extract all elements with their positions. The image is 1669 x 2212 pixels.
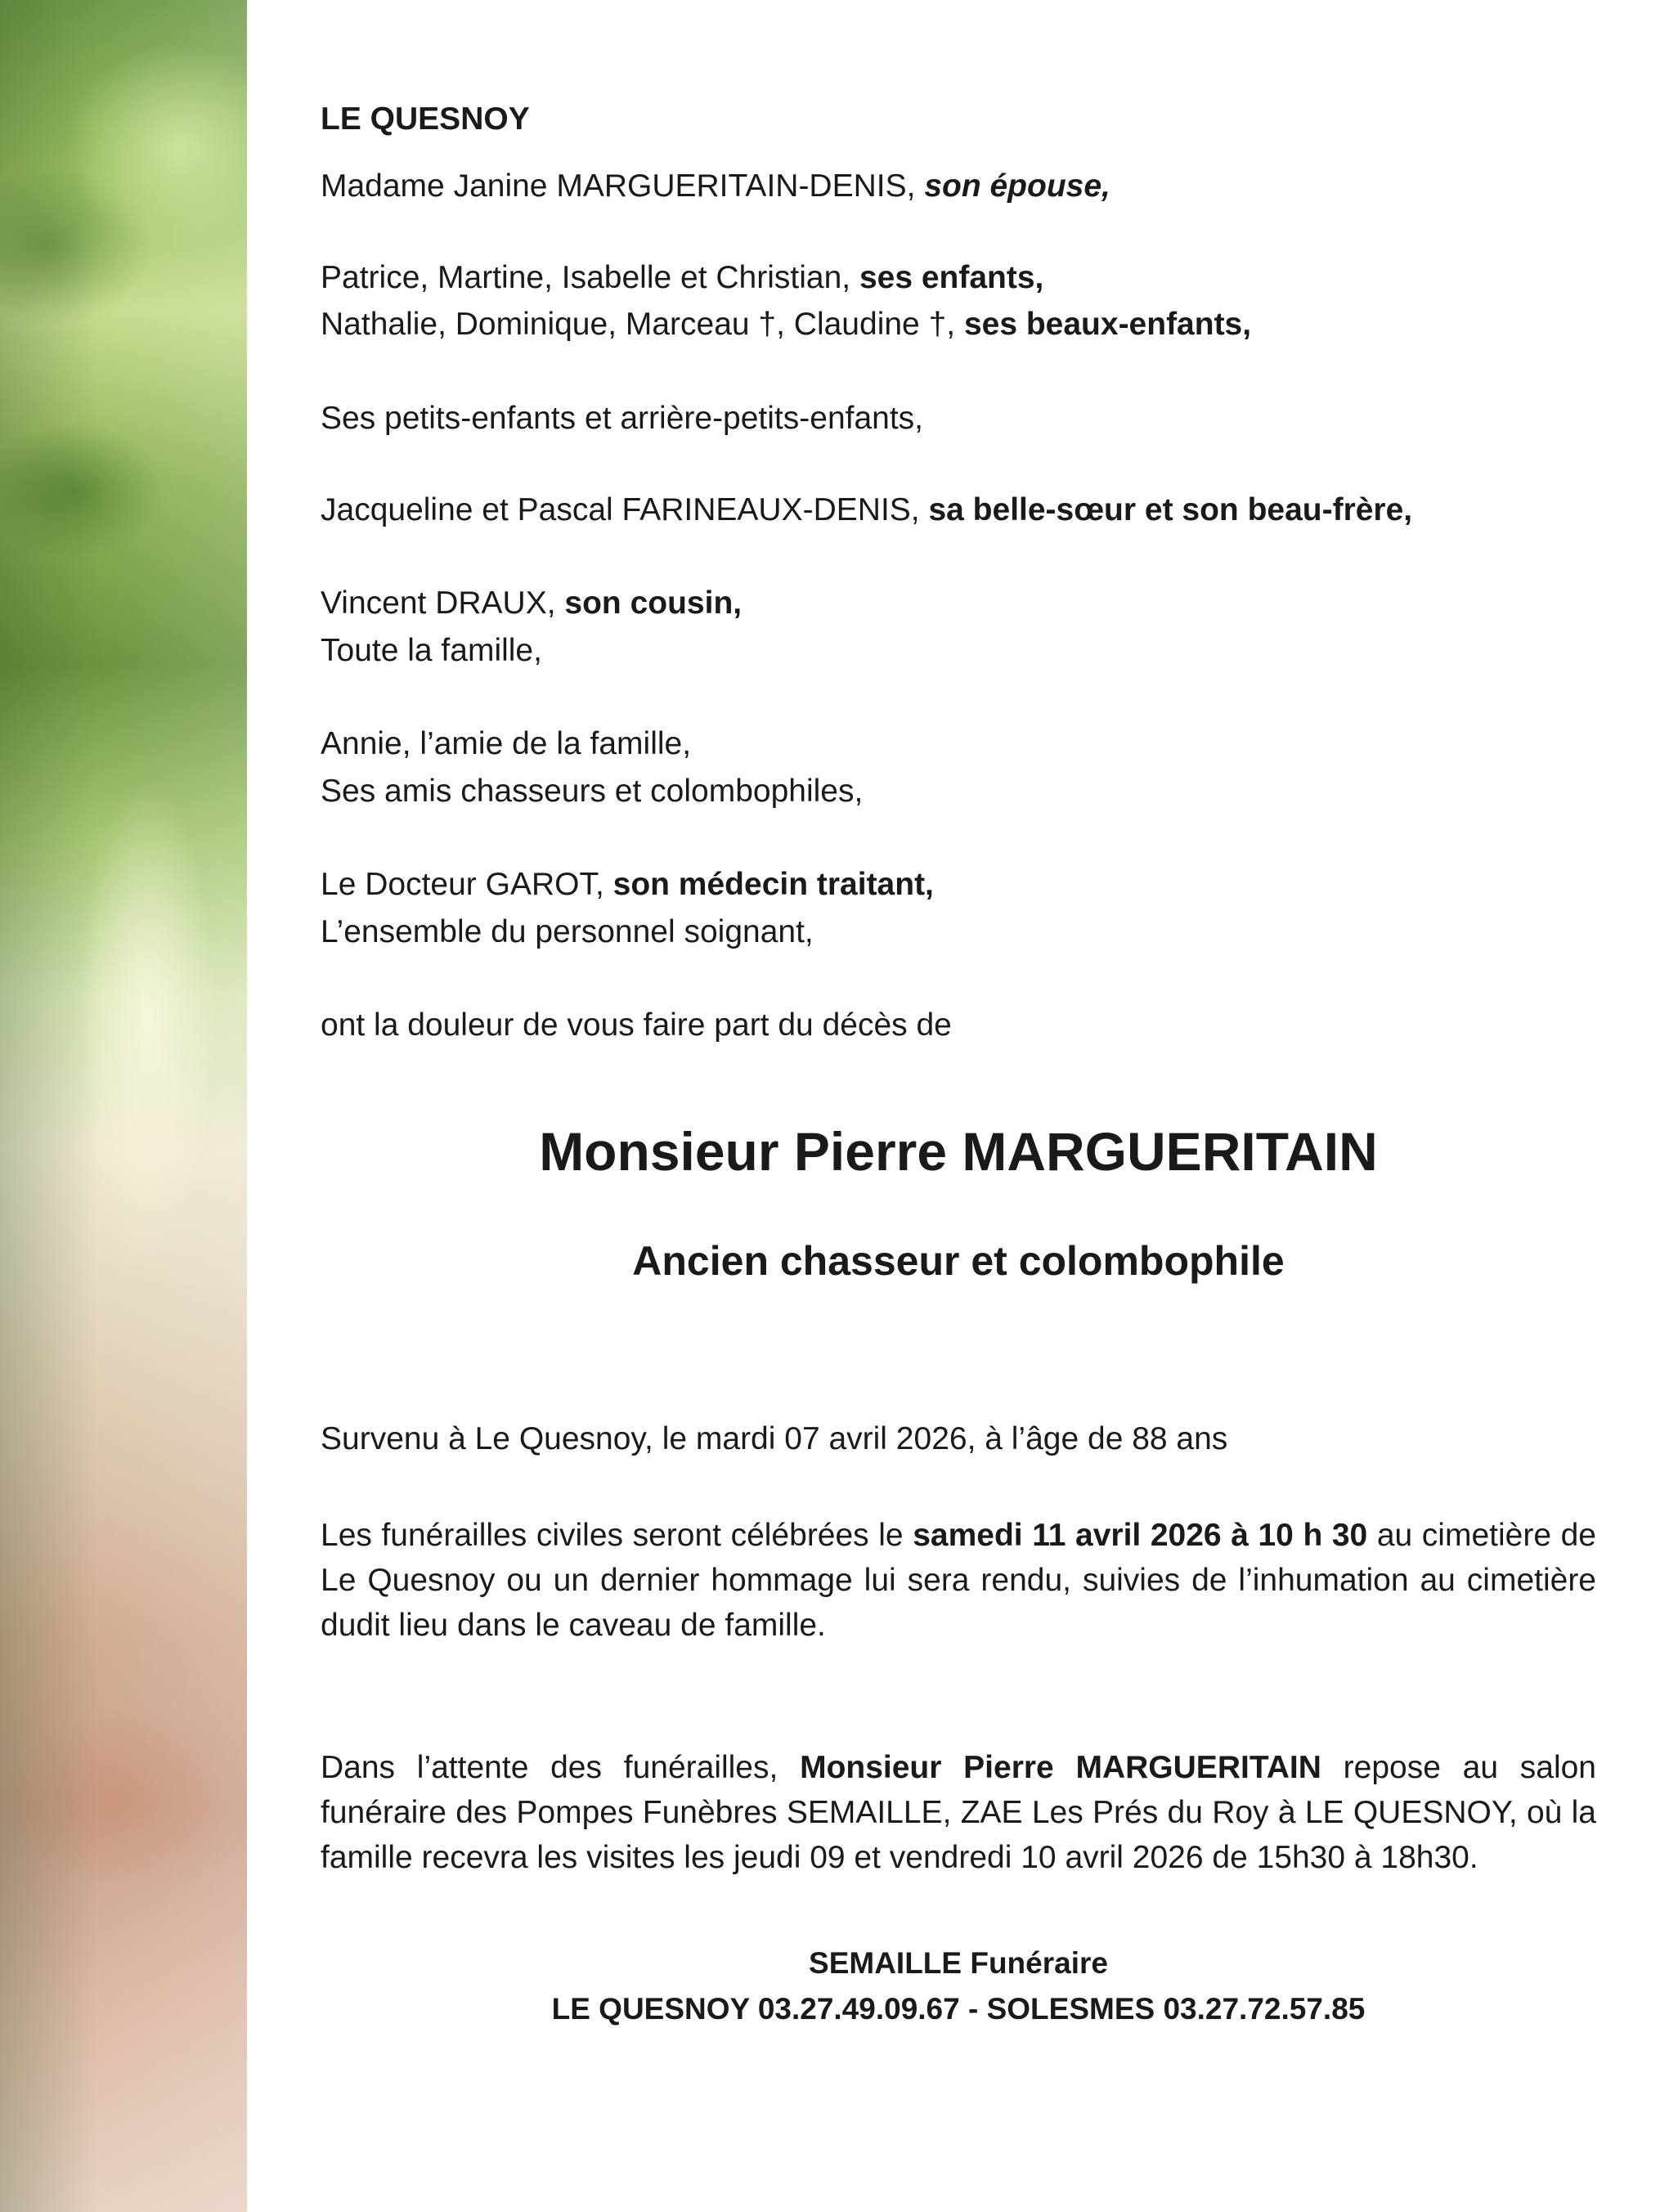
- announcement-line: ont la douleur de vous faire part du décès de: [321, 1007, 952, 1043]
- stepchildren-role: ses beaux-enfants,: [963, 307, 1252, 342]
- doctor-name: Le Docteur GAROT,: [321, 867, 604, 902]
- forest-path-photo-strip: [0, 0, 247, 2212]
- children-role: ses enfants,: [859, 260, 1044, 295]
- visitation-deceased-name: Monsieur Pierre MARGUERITAIN: [800, 1750, 1321, 1785]
- visitation-text-end: repose au salon funéraire des Pompes Funèbres SEMAILLE, ZAE Les Prés du Roy à LE QUESNOY, où la famille recevra les visites les jeudi 09 et vendredi 10 avril 2026 de 15h30 à 18h30.: [321, 1750, 1596, 1875]
- stepchildren-names: Nathalie, Dominique, Marceau †, Claudine †,: [321, 307, 956, 342]
- children-line: [321, 258, 1043, 298]
- location-heading: LE QUESNOY: [321, 101, 530, 137]
- care-staff-line: L’ensemble du personnel soignant,: [321, 914, 814, 949]
- deceased-subtitle: Ancien chasseur et colombophile: [632, 1238, 1285, 1284]
- doctor-role: son médecin traitant,: [612, 867, 934, 902]
- funeral-text-start: Les funérailles civiles seront célébrées le: [321, 1518, 913, 1553]
- cousin-name: Vincent DRAUX,: [321, 586, 556, 621]
- cousin-line: [321, 584, 742, 623]
- funeral-paragraph: [321, 1513, 1596, 1648]
- death-details: Survenu à Le Quesnoy, le mardi 07 avril 2026, à l’âge de 88 ans: [321, 1421, 1228, 1456]
- funeral-company-name: SEMAILLE Funéraire: [809, 1946, 1108, 1980]
- doctor-line: [321, 865, 934, 904]
- funeral-date-time: samedi 11 avril 2026 à 10 h 30: [913, 1518, 1368, 1553]
- hunting-friends-line: Ses amis chasseurs et colombophiles,: [321, 774, 864, 809]
- grandchildren-line: Ses petits-enfants et arrière-petits-enfants,: [321, 401, 924, 436]
- visitation-paragraph: [321, 1745, 1596, 1880]
- cousin-role: son cousin,: [564, 586, 743, 621]
- funeral-text-end: au cimetière de Le Quesnoy ou un dernier hommage lui sera rendu, suivies de l’inhumation au cimetière dudit lieu dans le caveau de famille.: [321, 1518, 1596, 1643]
- whole-family-line: Toute la famille,: [321, 633, 542, 668]
- funeral-company-contacts: LE QUESNOY 03.27.49.09.67 - SOLESMES 03.27.72.57.85: [551, 1992, 1366, 2026]
- spouse-line: [321, 167, 1110, 206]
- spouse-name: Madame Janine MARGUERITAIN-DENIS,: [321, 168, 916, 204]
- inlaws-line: [321, 491, 1412, 530]
- children-names: Patrice, Martine, Isabelle et Christian,: [321, 260, 851, 295]
- stepchildren-line: [321, 305, 1251, 344]
- deceased-name: Monsieur Pierre MARGUERITAIN: [539, 1121, 1378, 1182]
- visitation-text-start: Dans l’attente des funérailles,: [321, 1750, 801, 1785]
- friend-line: Annie, l’amie de la famille,: [321, 726, 692, 761]
- inlaws-names: Jacqueline et Pascal FARINEAUX-DENIS,: [321, 492, 920, 527]
- inlaws-role: sa belle-sœur et son beau-frère,: [928, 492, 1413, 527]
- spouse-role: son épouse,: [924, 168, 1110, 204]
